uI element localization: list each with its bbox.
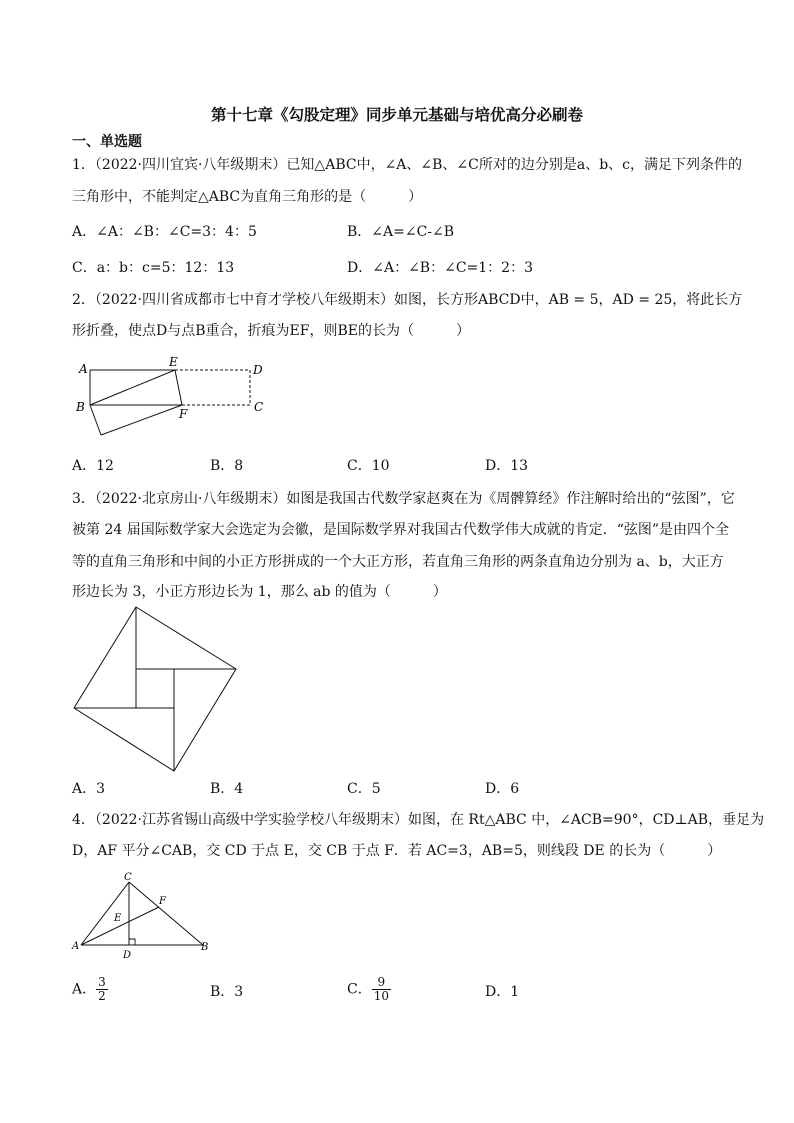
q3-stem-line2: 被第 24 届国际数学家大会选定为会徽，是国际数学界对我国古代数学伟大成就的肯定．“弦图”是由四个全 [72,522,730,538]
q3-option-c[interactable]: C．5 [347,781,381,797]
q3-option-b[interactable]: B．4 [210,781,244,797]
q4-option-a-fraction [96,976,108,1003]
q4-option-a-prefix: A． [72,981,97,998]
q4-label-b: B [201,942,209,953]
q4-label-d: D [123,950,132,961]
q2-label-d: D [253,363,263,377]
q2-option-b[interactable]: B．8 [210,458,244,474]
q4-option-c-denominator: 10 [373,989,389,1003]
q4-option-a[interactable] [72,976,108,1003]
q1-option-a[interactable]: A．∠A：∠B：∠C=3：4：5 [72,224,257,240]
q1-option-c[interactable]: C．a：b：c=5：12：13 [72,260,235,276]
q3-stem-line3: 等的直角三角形和中间的小正方形拼成的一个大正方形，若直角三角形的两条直角边分别为 a、b，大正方 [72,554,724,570]
q4-label-c: C [124,872,132,883]
q2-label-f: F [179,407,188,421]
q4-option-c-numerator: 9 [372,976,391,990]
q4-right-triangle-figure [70,870,215,965]
q4-option-c[interactable] [347,976,391,1003]
q4-option-a-denominator: 2 [98,989,106,1003]
q4-option-d[interactable]: D．1 [485,984,520,1000]
q2-label-a: A [79,362,88,376]
q4-option-c-prefix: C． [347,981,372,998]
q1-stem-line1: 1．（2022·四川宜宾·八年级期末）已知△ABC中，∠A、∠B、∠C所对的边分别是a、b、c，满足下列条件的 [72,157,743,173]
q2-stem-line2: 形折叠，使点D与点B重合，折痕为EF，则BE的长为（ ） [72,323,470,339]
q4-option-c-fraction [372,976,391,1003]
q2-label-c: C [254,400,264,414]
q1-option-b[interactable]: B．∠A=∠C-∠B [347,224,455,240]
q2-label-b: B [76,400,85,414]
q2-stem-line1: 2．（2022·四川省成都市七中育才学校八年级期末）如图，长方形ABCD中，AB = 5，AD = 25，将此长方 [72,292,743,308]
q4-label-f: F [159,896,166,907]
q4-option-b[interactable]: B．3 [210,984,244,1000]
q2-option-d[interactable]: D．13 [485,458,529,474]
q4-label-a: A [72,941,80,952]
q2-rectangle-fold-figure [70,352,270,444]
q4-stem-line1: 4．（2022·江苏省锡山高级中学实验学校八年级期末）如图，在 Rt△ABC 中，∠ACB=90°，CD⊥AB，垂足为 [72,812,765,828]
q3-stem-line4: 形边长为 3，小正方形边长为 1，那么 ab 的值为（ ） [72,584,447,600]
q4-option-a-numerator: 3 [98,975,106,989]
section-heading: 一、单选题 [72,134,142,150]
q3-option-d[interactable]: D．6 [485,781,520,797]
q2-option-a[interactable]: A．12 [72,458,114,474]
q3-option-a[interactable]: A．3 [72,781,106,797]
q4-label-e: E [114,913,122,924]
q3-string-diagram-figure [72,605,240,773]
q2-option-c[interactable]: C．10 [347,458,390,474]
q4-stem-line2: D，AF 平分∠CAB，交 CD 于点 E，交 CB 于点 F．若 AC=3，AB=5，则线段 DE 的长为（ ） [72,843,722,859]
q1-option-d[interactable]: D．∠A：∠B：∠C=1：2：3 [347,260,533,276]
q2-label-e: E [169,355,178,369]
q3-stem-line1: 3．（2022·北京房山·八年级期末）如图是我国古代数学家赵爽在为《周髀算经》作注解时给出的“弦图”，它 [72,491,735,507]
q1-stem-line2: 三角形中，不能判定△ABC为直角三角形的是（ ） [72,189,423,205]
page-title: 第十七章《勾股定理》同步单元基础与培优高分必刷卷 [210,105,583,124]
